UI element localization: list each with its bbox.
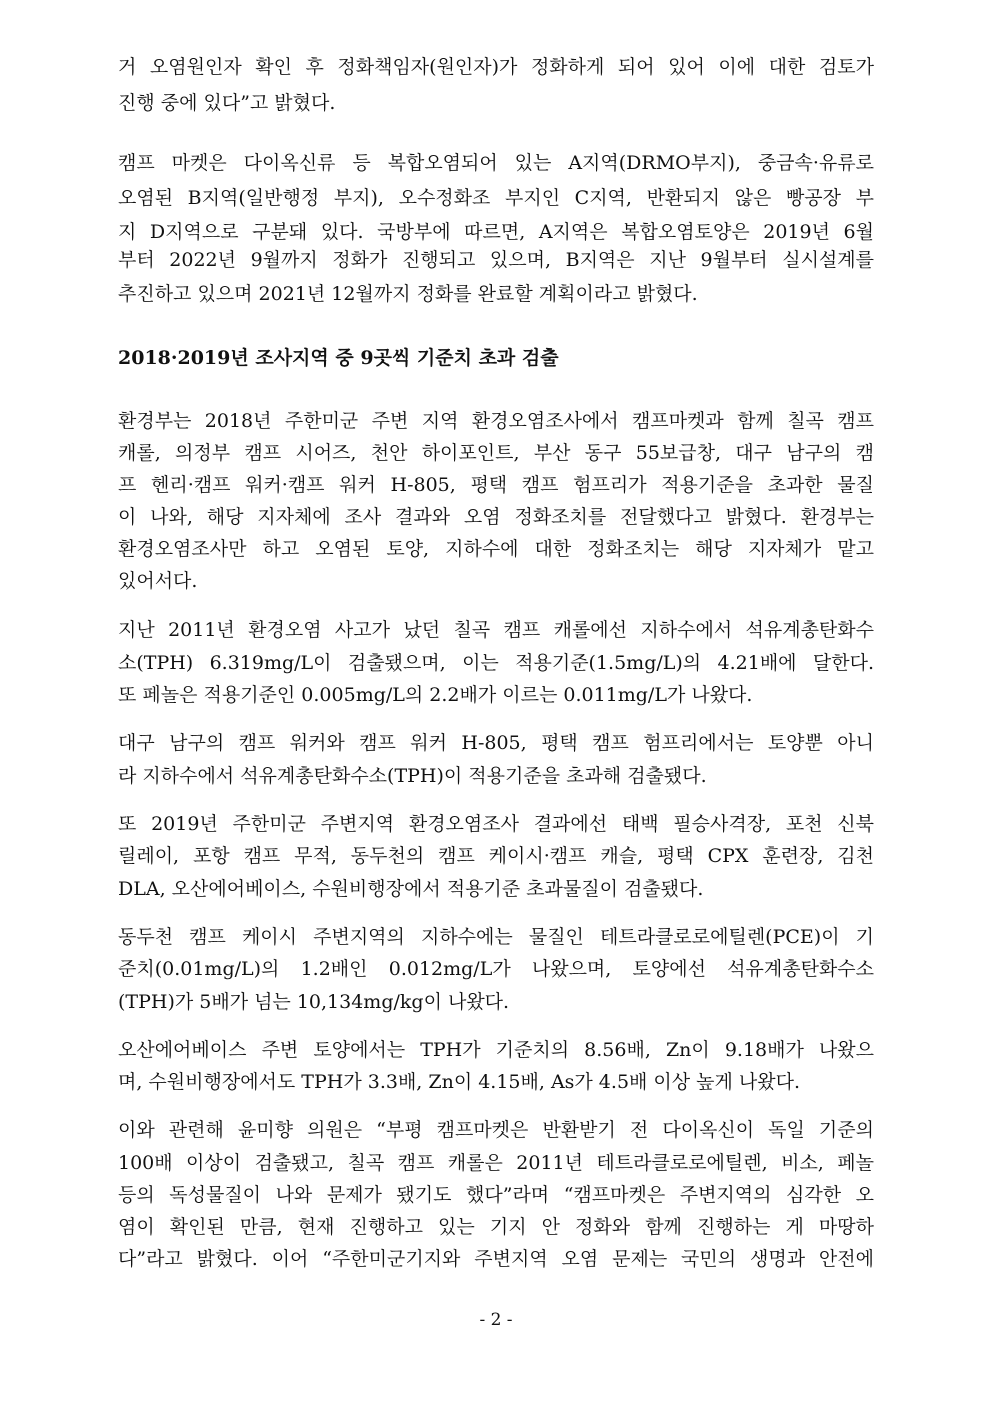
- text-line: 캠프 마켓은 다이옥신류 등 복합오염되어 있는 A지역(DRMO부지), 중금속·유류로: [118, 152, 874, 174]
- text-line: 지 D지역으로 구분돼 있다. 국방부에 따르면, A지역은 복합오염토양은 2019년 6월: [118, 221, 874, 243]
- text-line: 환경부는 2018년 주한미군 주변 지역 환경오염조사에서 캠프마켓과 함께 칠곡 캠프: [118, 410, 874, 432]
- text-line: 다”라고 밝혔다. 이어 “주한미군기지와 주변지역 오염 문제는 국민의 생명과 안전에: [118, 1248, 874, 1270]
- text-line: 부터 2022년 9월까지 정화가 진행되고 있으며, B지역은 지난 9월부터 실시설계를: [118, 249, 874, 271]
- section-heading: 2018·2019년 조사지역 중 9곳씩 기준치 초과 검출: [118, 347, 559, 369]
- text-line: 또 2019년 주한미군 주변지역 환경오염조사 결과에선 태백 필승사격장, 포천 신북: [118, 813, 874, 835]
- text-line: 환경오염조사만 하고 오염된 토양, 지하수에 대한 정화조치는 해당 지자체가 맡고: [118, 538, 874, 560]
- text-line: 대구 남구의 캠프 워커와 캠프 워커 H-805, 평택 캠프 험프리에서는 토양뿐 아니: [118, 732, 874, 754]
- text-line: 등의 독성물질이 나와 문제가 됐기도 했다”라며 “캠프마켓은 주변지역의 심각한 오: [118, 1184, 874, 1206]
- text-line: 캐롤, 의정부 캠프 시어즈, 천안 하이포인트, 부산 동구 55보급창, 대구 남구의 캠: [118, 442, 874, 464]
- page-number: - 2 -: [479, 1310, 513, 1330]
- text-line: 며, 수원비행장에서도 TPH가 3.3배, Zn이 4.15배, As가 4.5배 이상 높게 나왔다.: [118, 1071, 801, 1093]
- text-line: 이와 관련해 윤미향 의원은 “부평 캠프마켓은 반환받기 전 다이옥신이 독일 기준의: [118, 1119, 874, 1141]
- text-line: 이 나와, 해당 지자체에 조사 결과와 오염 정화조치를 전달했다고 밝혔다. 환경부는: [118, 506, 874, 528]
- text-line: 또 페놀은 적용기준인 0.005mg/L의 2.2배가 이르는 0.011mg/L가 나왔다.: [118, 684, 753, 706]
- text-line: 추진하고 있으며 2021년 12월까지 정화를 완료할 계획이라고 밝혔다.: [118, 283, 698, 305]
- text-line: 거 오염원인자 확인 후 정화책임자(원인자)가 정화하게 되어 있어 이에 대한 검토가: [118, 56, 874, 78]
- text-line: (TPH)가 5배가 넘는 10,134mg/kg이 나왔다.: [118, 991, 510, 1013]
- text-line: 100배 이상이 검출됐고, 칠곡 캠프 캐롤은 2011년 테트라클로로에틸렌, 비소, 페놀: [118, 1152, 874, 1174]
- text-line: 지난 2011년 환경오염 사고가 났던 칠곡 캠프 캐롤에선 지하수에서 석유계총탄화수: [118, 619, 874, 641]
- text-line: 동두천 캠프 케이시 주변지역의 지하수에는 물질인 테트라클로로에틸렌(PCE)이 기: [118, 926, 874, 948]
- text-line: DLA, 오산에어베이스, 수원비행장에서 적용기준 초과물질이 검출됐다.: [118, 878, 704, 900]
- text-line: 릴레이, 포항 캠프 무적, 동두천의 캠프 케이시·캠프 캐슬, 평택 CPX 훈련장, 김천: [118, 845, 874, 867]
- text-line: 라 지하수에서 석유계총탄화수소(TPH)이 적용기준을 초과해 검출됐다.: [118, 765, 707, 787]
- text-line: 소(TPH) 6.319mg/L이 검출됐으며, 이는 적용기준(1.5mg/L)의 4.21배에 달한다.: [118, 652, 874, 674]
- text-line: 오산에어베이스 주변 토양에서는 TPH가 기준치의 8.56배, Zn이 9.18배가 나왔으: [118, 1039, 874, 1061]
- text-line: 프 헨리·캠프 워커·캠프 워커 H-805, 평택 캠프 험프리가 적용기준을 초과한 물질: [118, 474, 874, 496]
- text-line: 있어서다.: [118, 570, 198, 592]
- text-line: 진행 중에 있다”고 밝혔다.: [118, 92, 336, 114]
- text-line: 염이 확인된 만큼, 현재 진행하고 있는 기지 안 정화와 함께 진행하는 게 마땅하: [118, 1216, 874, 1238]
- text-line: 준치(0.01mg/L)의 1.2배인 0.012mg/L가 나왔으며, 토양에선 석유계총탄화수소: [118, 958, 874, 980]
- text-line: 오염된 B지역(일반행정 부지), 오수정화조 부지인 C지역, 반환되지 않은 빵공장 부: [118, 187, 874, 209]
